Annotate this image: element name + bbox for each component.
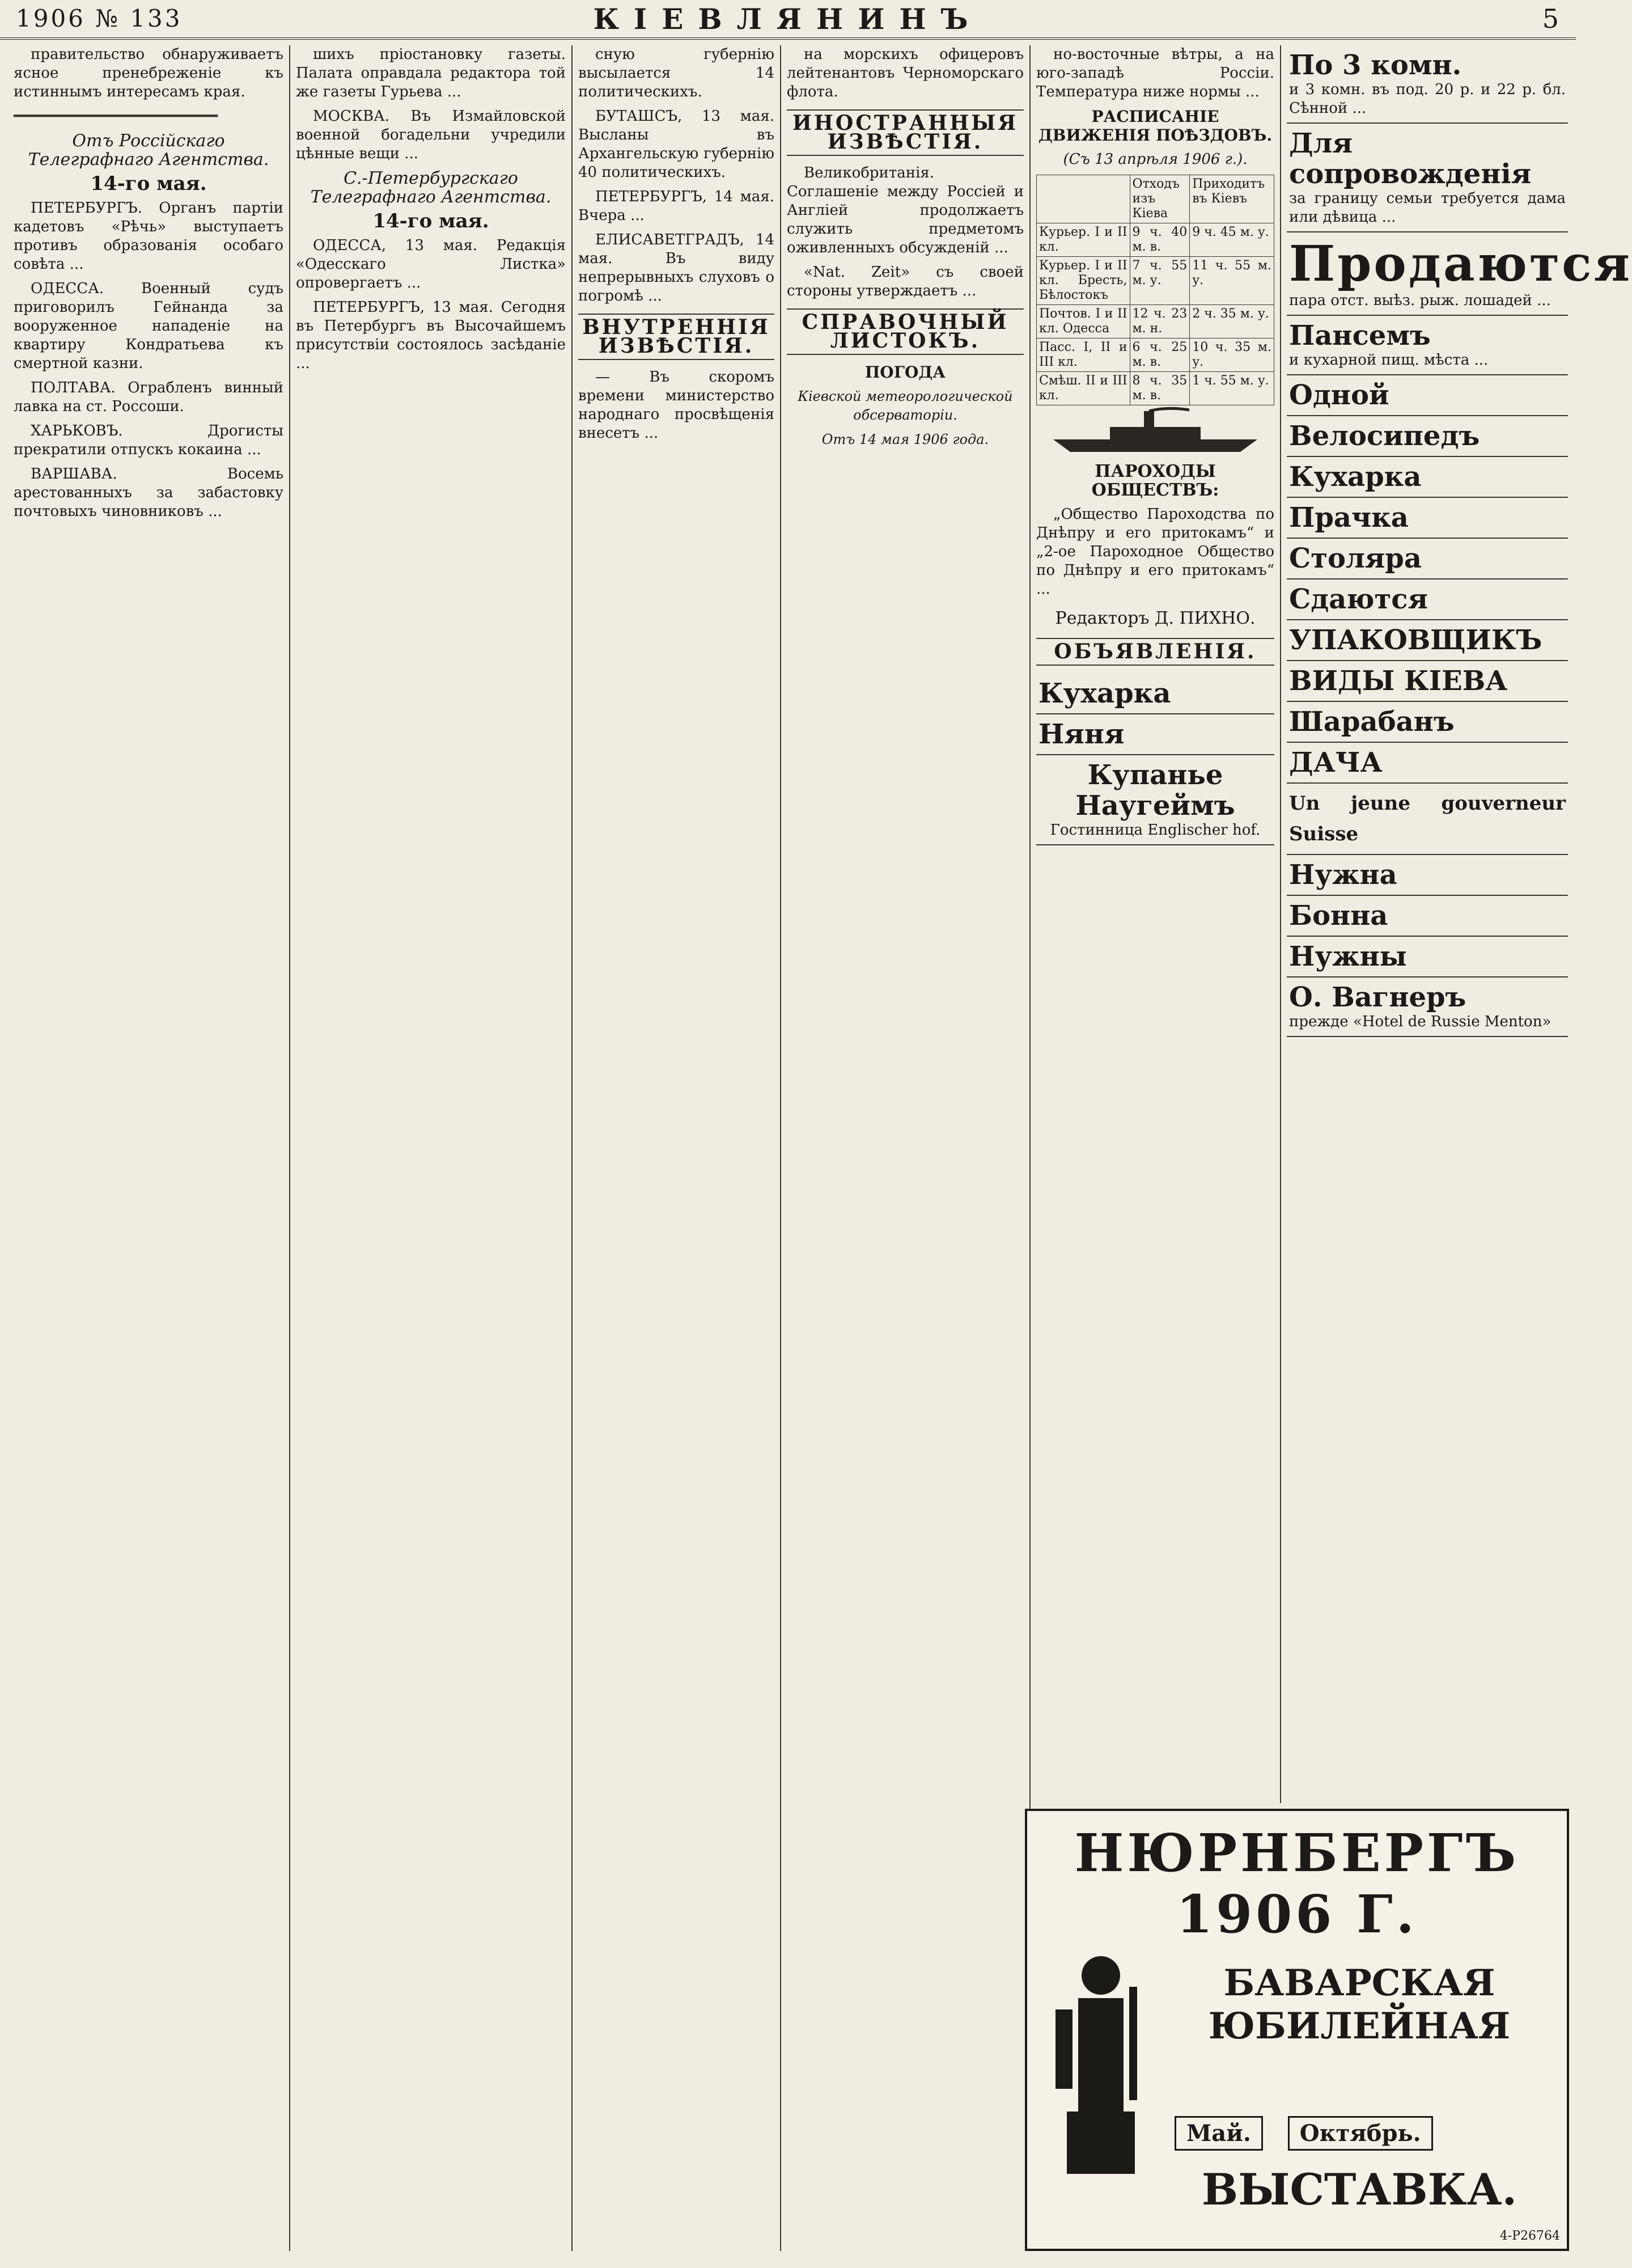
table-cell: 10 ч. 35 м. у. — [1190, 338, 1274, 372]
column-3 — [578, 45, 774, 2251]
table-cell: 11 ч. 55 м. у. — [1190, 257, 1274, 305]
bulletin-date: Отъ 14 мая 1906 года. — [821, 431, 989, 447]
text-block: ━━━━━━━━━━━━━━━━━━━━━━━ — [14, 108, 218, 125]
article-paragraph: ЕЛИСАВЕТГРАДЪ, 14 мая. Въ виду непрерывныхъ слуховъ о погромѣ ... — [578, 231, 774, 304]
ad-heading: Нужна — [1289, 859, 1397, 891]
article-paragraph: БУТАШСЪ, 13 мая. Высланы въ Архангельскую губернію 40 политическихъ. — [578, 108, 774, 181]
column-rule — [571, 45, 573, 2251]
column-2 — [296, 45, 566, 2251]
table-header-cell: Отходъ изъ Кіева — [1130, 175, 1190, 223]
agency-title: Отъ Россійскаго Телеграфнаго Агентства. — [28, 131, 269, 170]
classified-ad — [1287, 457, 1568, 498]
classified-ad-bath — [1036, 755, 1274, 845]
table-header-row — [1037, 175, 1274, 223]
page-header — [0, 0, 1576, 40]
page-number: 5 — [1542, 3, 1559, 34]
table-cell: 7 ч. 55 м. у. — [1130, 257, 1190, 305]
ad-heading: Продаются — [1289, 235, 1632, 293]
article-paragraph: ОДЕССА, 13 мая. Редакція «Одесскаго Листка» опровергаетъ ... — [296, 237, 566, 291]
ad-heading: Столяра — [1289, 543, 1422, 574]
table-cell: Почтов. I и II кл. Одесса — [1037, 305, 1130, 338]
table-cell: 2 ч. 35 м. у. — [1190, 305, 1274, 338]
table-cell: 6 ч. 25 м. в. — [1130, 338, 1190, 372]
ad-heading: ВИДЫ КІЕВА — [1289, 665, 1508, 697]
article-paragraph: правительство обнаруживаетъ ясное пренебреженіе къ истиннымъ интересамъ края. — [14, 46, 283, 100]
month-start: Май. — [1175, 2116, 1263, 2151]
article-paragraph: — Въ скоромъ времени министерство народнаго просвѣщенія внесетъ ... — [578, 369, 774, 442]
ad-text: пара отст. выѣз. рыж. лошадей ... — [1289, 292, 1551, 309]
article-paragraph: сную губернію высылается 14 политическихъ. — [578, 46, 774, 100]
classified-ad — [1287, 661, 1568, 702]
article-paragraph: ВАРШАВА. Восемь арестованныхъ за забастовку почтовыхъ чиновниковъ ... — [14, 466, 283, 520]
classified-ad — [1287, 539, 1568, 579]
column-4 — [787, 45, 1024, 2251]
bulletin-subtitle: ПОГОДА — [864, 363, 946, 382]
classified-ad — [1287, 579, 1568, 620]
ad-text: прежде «Hotel de Russie Menton» — [1289, 1013, 1552, 1030]
table-cell: 9 ч. 45 м. у. — [1190, 223, 1274, 257]
column-1 — [14, 45, 283, 2251]
article-paragraph: ПЕТЕРБУРГЪ. Органъ партіи кадетовъ «Рѣчь» выступаетъ противъ образованія особаго совѣта ... — [14, 200, 283, 273]
exhibition-months — [1175, 2120, 1450, 2147]
table-cell: Пасс. I, II и III кл. — [1037, 338, 1130, 372]
classified-ad — [1287, 498, 1568, 539]
agency-title: С.-Петербургскаго Телеграфнаго Агентства. — [310, 168, 552, 207]
column-rule — [780, 45, 781, 2251]
article-paragraph: МОСКВА. Въ Измайловской военной богадельни учредили цѣнные вещи ... — [296, 108, 566, 162]
ad-heading: Для сопровожденія — [1289, 128, 1532, 190]
ad-text: и 3 комн. въ под. 20 р. и 22 р. бл. Сѣнной ... — [1289, 81, 1566, 117]
table-cell: 8 ч. 35 м. в. — [1130, 372, 1190, 405]
ad-heading: О. Вагнеръ — [1289, 981, 1466, 1013]
table-row — [1037, 257, 1274, 305]
bulletin-observatory: Кіевской метеорологической обсерваторіи. — [798, 388, 1013, 423]
article-paragraph: „Общество Пароходства по Днѣпру и его притокамъ“ и „2-ое Пароходное Общество по Днѣпру и его притокамъ“ ... — [1036, 506, 1274, 598]
month-end: Октябрь. — [1288, 2116, 1433, 2151]
ad-heading: Кухарка — [1289, 461, 1422, 493]
classified-ad — [1287, 855, 1568, 896]
ad-text: Гостинница Englischer hof. — [1050, 822, 1261, 839]
classified-ad — [1036, 674, 1274, 714]
nuremberg-exhibition-ad — [1025, 1809, 1569, 2251]
classified-ad — [1287, 124, 1568, 232]
table-cell — [1037, 175, 1130, 223]
ad-heading: Купанье Наугеймъ — [1075, 759, 1235, 822]
article-paragraph: ХАРЬКОВЪ. Дрогисты прекратили отпускъ кокаина ... — [14, 422, 283, 458]
ad-heading: Бонна — [1289, 900, 1388, 932]
table-cell: 1 ч. 55 м. у. — [1190, 372, 1274, 405]
exhibition-city-year: НЮРНБЕРГЪ 1906 Г. — [1074, 1822, 1520, 1945]
table-cell: Смѣш. II и III кл. — [1037, 372, 1130, 405]
article-paragraph: «Nat. Zeit» съ своей стороны утверждаетъ ... — [787, 264, 1024, 299]
table-row — [1037, 338, 1274, 372]
ad-heading: Няня — [1038, 718, 1125, 750]
schedule-title: РАСПИСАНІЕ ДВИЖЕНІЯ ПОѢЗДОВЪ. — [1038, 107, 1273, 145]
ad-heading: Пансемъ — [1289, 320, 1431, 352]
schedule-date: (Съ 13 апрѣля 1906 г.). — [1063, 151, 1248, 168]
table-header-cell: Приходитъ въ Кіевъ — [1190, 175, 1274, 223]
ad-heading: Сдаются — [1289, 583, 1428, 615]
article-paragraph: ПОЛТАВА. Ограбленъ винный лавка на ст. Россоши. — [14, 379, 283, 415]
herald-figure-icon — [1044, 1941, 1158, 2185]
classified-ad — [1287, 232, 1632, 316]
ad-heading: Шарабанъ — [1289, 706, 1455, 738]
classified-ad — [1287, 316, 1568, 375]
train-schedule-table — [1036, 175, 1274, 405]
table-cell: Курьер. I и II кл. — [1037, 223, 1130, 257]
classified-ad — [1287, 375, 1568, 416]
article-paragraph: но-восточные вѣтры, а на юго-западѣ Россіи. Температура ниже нормы ... — [1036, 46, 1274, 100]
editor-signature: Редакторъ Д. ПИХНО. — [1055, 608, 1256, 628]
ad-code: 4-Р26764 — [1499, 2229, 1560, 2243]
classified-ad — [1287, 416, 1568, 457]
article-paragraph: на морскихъ офицеровъ лейтенантовъ Черноморскаго флота. — [787, 46, 1024, 100]
section-heading-foreign-news: ИНОСТРАННЫЯ ИЗВѢСТІЯ. — [787, 109, 1024, 156]
ad-heading: Кухарка — [1038, 678, 1171, 709]
classified-ad — [1036, 714, 1274, 755]
column-rule — [1280, 45, 1281, 1803]
ad-text: и кухарной пищ. мѣста ... — [1289, 352, 1489, 369]
classified-ad — [1287, 784, 1568, 855]
section-date: 14-го мая. — [90, 172, 207, 195]
article-paragraph: ПЕТЕРБУРГЪ, 14 мая. Вчера ... — [578, 188, 774, 224]
newspaper-title: КІЕВЛЯНИНЪ — [593, 2, 983, 36]
classified-ad — [1287, 620, 1568, 661]
table-row — [1037, 372, 1274, 405]
classified-ad — [1287, 45, 1568, 124]
exhibition-word: ВЫСТАВКА. — [1201, 2164, 1517, 2215]
column-ads — [1287, 45, 1632, 1803]
article-paragraph: ПЕТЕРБУРГЪ, 13 мая. Сегодня въ Петербургъ въ Высочайшемъ присутствіи состоялось засѣданіе ... — [296, 299, 566, 372]
classified-ad — [1287, 702, 1568, 743]
table-row — [1037, 305, 1274, 338]
table-row — [1037, 223, 1274, 257]
ad-heading: Un jeune gouverneur Suisse — [1289, 792, 1566, 845]
column-rule — [289, 45, 290, 2251]
section-heading-bulletin: СПРАВОЧНЫЙ ЛИСТОКЪ. — [787, 308, 1024, 355]
section-heading-internal-news: ВНУТРЕННІЯ ИЗВѢСТІЯ. — [578, 314, 774, 360]
section-heading-notices: ОБЪЯВЛЕНІЯ. — [1036, 638, 1274, 666]
ad-heading: Велосипедъ — [1289, 420, 1480, 452]
classified-ad — [1287, 937, 1568, 978]
column-5 — [1036, 45, 1274, 1803]
ad-heading: ДАЧА — [1289, 747, 1383, 778]
classified-ad — [1287, 743, 1568, 784]
ad-heading: УПАКОВЩИКЪ — [1289, 624, 1542, 656]
article-paragraph: ОДЕССА. Военный судъ приговорилъ Гейнанда за вооруженное нападеніе на квартиру Кондратьева къ смертной казни. — [14, 280, 283, 372]
issue-number: 1906 № 133 — [16, 5, 183, 32]
ad-heading: Одной — [1289, 379, 1389, 411]
table-cell: 12 ч. 23 м. н. — [1130, 305, 1190, 338]
steamship-icon — [1036, 405, 1274, 456]
article-paragraph: Великобританія. Соглашеніе между Россіей и Англіей продолжаетъ служить предметомъ оживленныхъ обсужденій ... — [787, 164, 1024, 256]
table-cell: Курьер. I и II кл. Бресть, Бѣлостокъ — [1037, 257, 1130, 305]
classified-ad — [1287, 896, 1568, 937]
classified-ad-hotel — [1287, 978, 1568, 1037]
section-date: 14-го мая. — [372, 210, 489, 232]
exhibition-title: БАВАРСКАЯ ЮБИЛЕЙНАЯ — [1208, 1962, 1511, 2047]
ad-heading: Нужны — [1289, 941, 1407, 972]
ships-title: ПАРОХОДЫ ОБЩЕСТВЪ: — [1091, 462, 1219, 500]
table-cell: 9 ч. 40 м. в. — [1130, 223, 1190, 257]
ad-heading: Прачка — [1289, 502, 1409, 534]
article-paragraph: шихъ пріостановку газеты. Палата оправдала редактора той же газеты Гурьева ... — [296, 46, 566, 100]
ad-heading: По 3 комн. — [1289, 49, 1462, 81]
ad-text: за границу семьи требуется дама или дѣвица ... — [1289, 190, 1566, 226]
